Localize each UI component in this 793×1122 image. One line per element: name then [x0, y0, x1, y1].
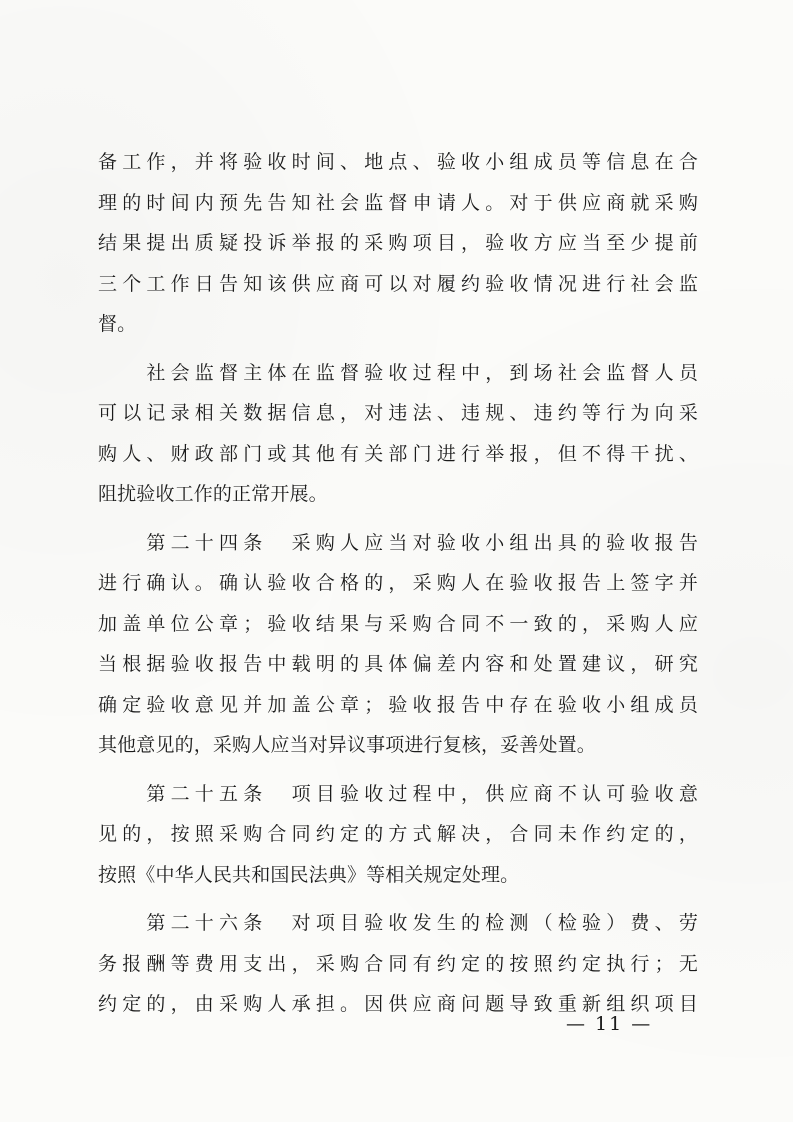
text-line: 见的，按照采购合同约定的方式解决，合同未作约定的，	[98, 823, 698, 845]
article-26	[98, 903, 698, 1025]
text-line: 理的时间内预先告知社会监督申请人。对于供应商就采购	[98, 191, 698, 214]
text-line: 备工作，并将验收时间、地点、验收小组成员等信息在合	[98, 151, 698, 173]
text-line: 结果提出质疑投诉举报的采购项目，验收方应当至少提前	[98, 232, 698, 254]
text-line: 进行确认。确认验收合格的，采购人在验收报告上签字并	[98, 572, 698, 594]
text-line: 购人、财政部门或其他有关部门进行举报，但不得干扰、	[98, 442, 698, 465]
paragraph	[98, 353, 698, 515]
text-line: 可以记录相关数据信息，对违法、违规、违约等行为向采	[98, 402, 698, 424]
text-line: 按照《中华人民共和国民法典》等相关规定处理。	[98, 863, 520, 886]
article-24	[98, 523, 698, 766]
text-line: 三个工作日告知该供应商可以对履约验收情况进行社会监	[98, 272, 698, 295]
page-number: — 11 —	[566, 1013, 653, 1035]
body-text	[98, 142, 698, 1033]
text-line: 第二十六条 对项目验收发生的检测（检验）费、劳	[98, 912, 698, 934]
text-line: 社会监督主体在监督验收过程中，到场社会监督人员	[98, 361, 698, 384]
text-line: 加盖单位公章；验收结果与采购合同不一致的，采购人应	[98, 612, 698, 635]
text-line: 当根据验收报告中载明的具体偏差内容和处置建议，研究	[98, 653, 698, 675]
text-line: 第二十四条 采购人应当对验收小组出具的验收报告	[98, 531, 698, 554]
text-line: 阻扰验收工作的正常开展。	[98, 483, 328, 505]
paragraph	[98, 142, 698, 345]
text-line: 确定验收意见并加盖公章；验收报告中存在验收小组成员	[98, 693, 698, 716]
article-25	[98, 774, 698, 896]
text-line: 第二十五条 项目验收过程中，供应商不认可验收意	[98, 782, 698, 805]
text-line: 督。	[98, 313, 137, 335]
text-line: 约定的，由采购人承担。因供应商问题导致重新组织项目	[98, 993, 698, 1015]
text-line: 务报酬等费用支出，采购合同有约定的按照约定执行；无	[98, 952, 698, 975]
text-line: 其他意见的，采购人应当对异议事项进行复核，妥善处置。	[98, 734, 596, 756]
